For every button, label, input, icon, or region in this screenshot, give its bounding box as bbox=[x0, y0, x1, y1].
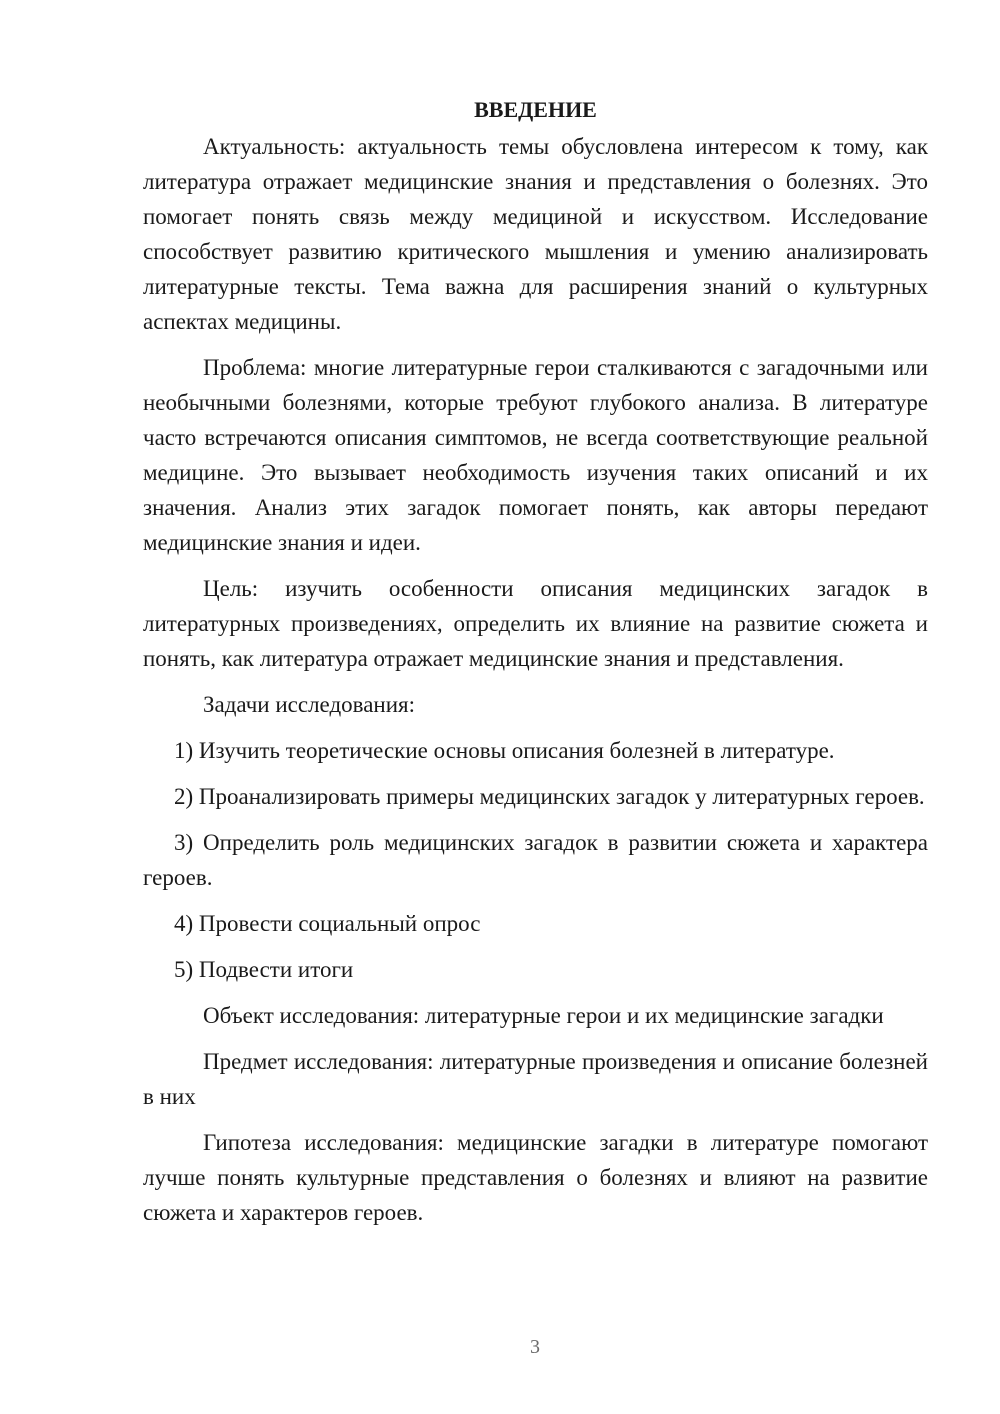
hypothesis-paragraph: Гипотеза исследования: медицинские загадки в литературе помогают лучше понять культурные представления о болезнях и влияют на развитие сюжета и характеров героев. bbox=[143, 1130, 928, 1225]
task-item-5: 5) Подвести итоги bbox=[174, 957, 354, 982]
task-item-3: 3) Определить роль медицинских загадок в развитии сюжета и характера героев. bbox=[143, 830, 928, 890]
object-paragraph: Объект исследования: литературные герои и их медицинские загадки bbox=[203, 1003, 884, 1028]
tasks-heading: Задачи исследования: bbox=[203, 692, 416, 717]
document-body bbox=[143, 92, 928, 1241]
page-number: 3 bbox=[530, 1336, 540, 1358]
task-item-1: 1) Изучить теоретические основы описания болезней в литературе. bbox=[174, 738, 835, 763]
goal-paragraph: Цель: изучить особенности описания медицинских загадок в литературных произведениях, определить их влияние на развитие сюжета и понять, как литература отражает медицинские знания и представления. bbox=[143, 576, 928, 671]
page-title: ВВЕДЕНИЕ bbox=[474, 97, 597, 122]
problem-paragraph: Проблема: многие литературные герои сталкиваются с загадочными или необычными болезнями, которые требуют глубокого анализа. В литературе часто встречаются описания симптомов, не всегда соответствующие реальной медицине. Это вызывает необходимость изучения таких описаний и их значения. Анализ этих загадок помогает понять, как авторы передают медицинские знания и идеи. bbox=[143, 355, 928, 555]
subject-paragraph: Предмет исследования: литературные произведения и описание болезней в них bbox=[143, 1049, 928, 1109]
task-item-4: 4) Провести социальный опрос bbox=[174, 911, 481, 936]
relevance-paragraph: Актуальность: актуальность темы обусловлена интересом к тому, как литература отражает медицинские знания и представления о болезнях. Это помогает понять связь между медициной и искусством. Исследование способствует развитию критического мышления и умению анализировать литературные тексты. Тема важна для расширения знаний о культурных аспектах медицины. bbox=[143, 134, 928, 334]
task-item-2: 2) Проанализировать примеры медицинских загадок у литературных героев. bbox=[174, 784, 925, 809]
